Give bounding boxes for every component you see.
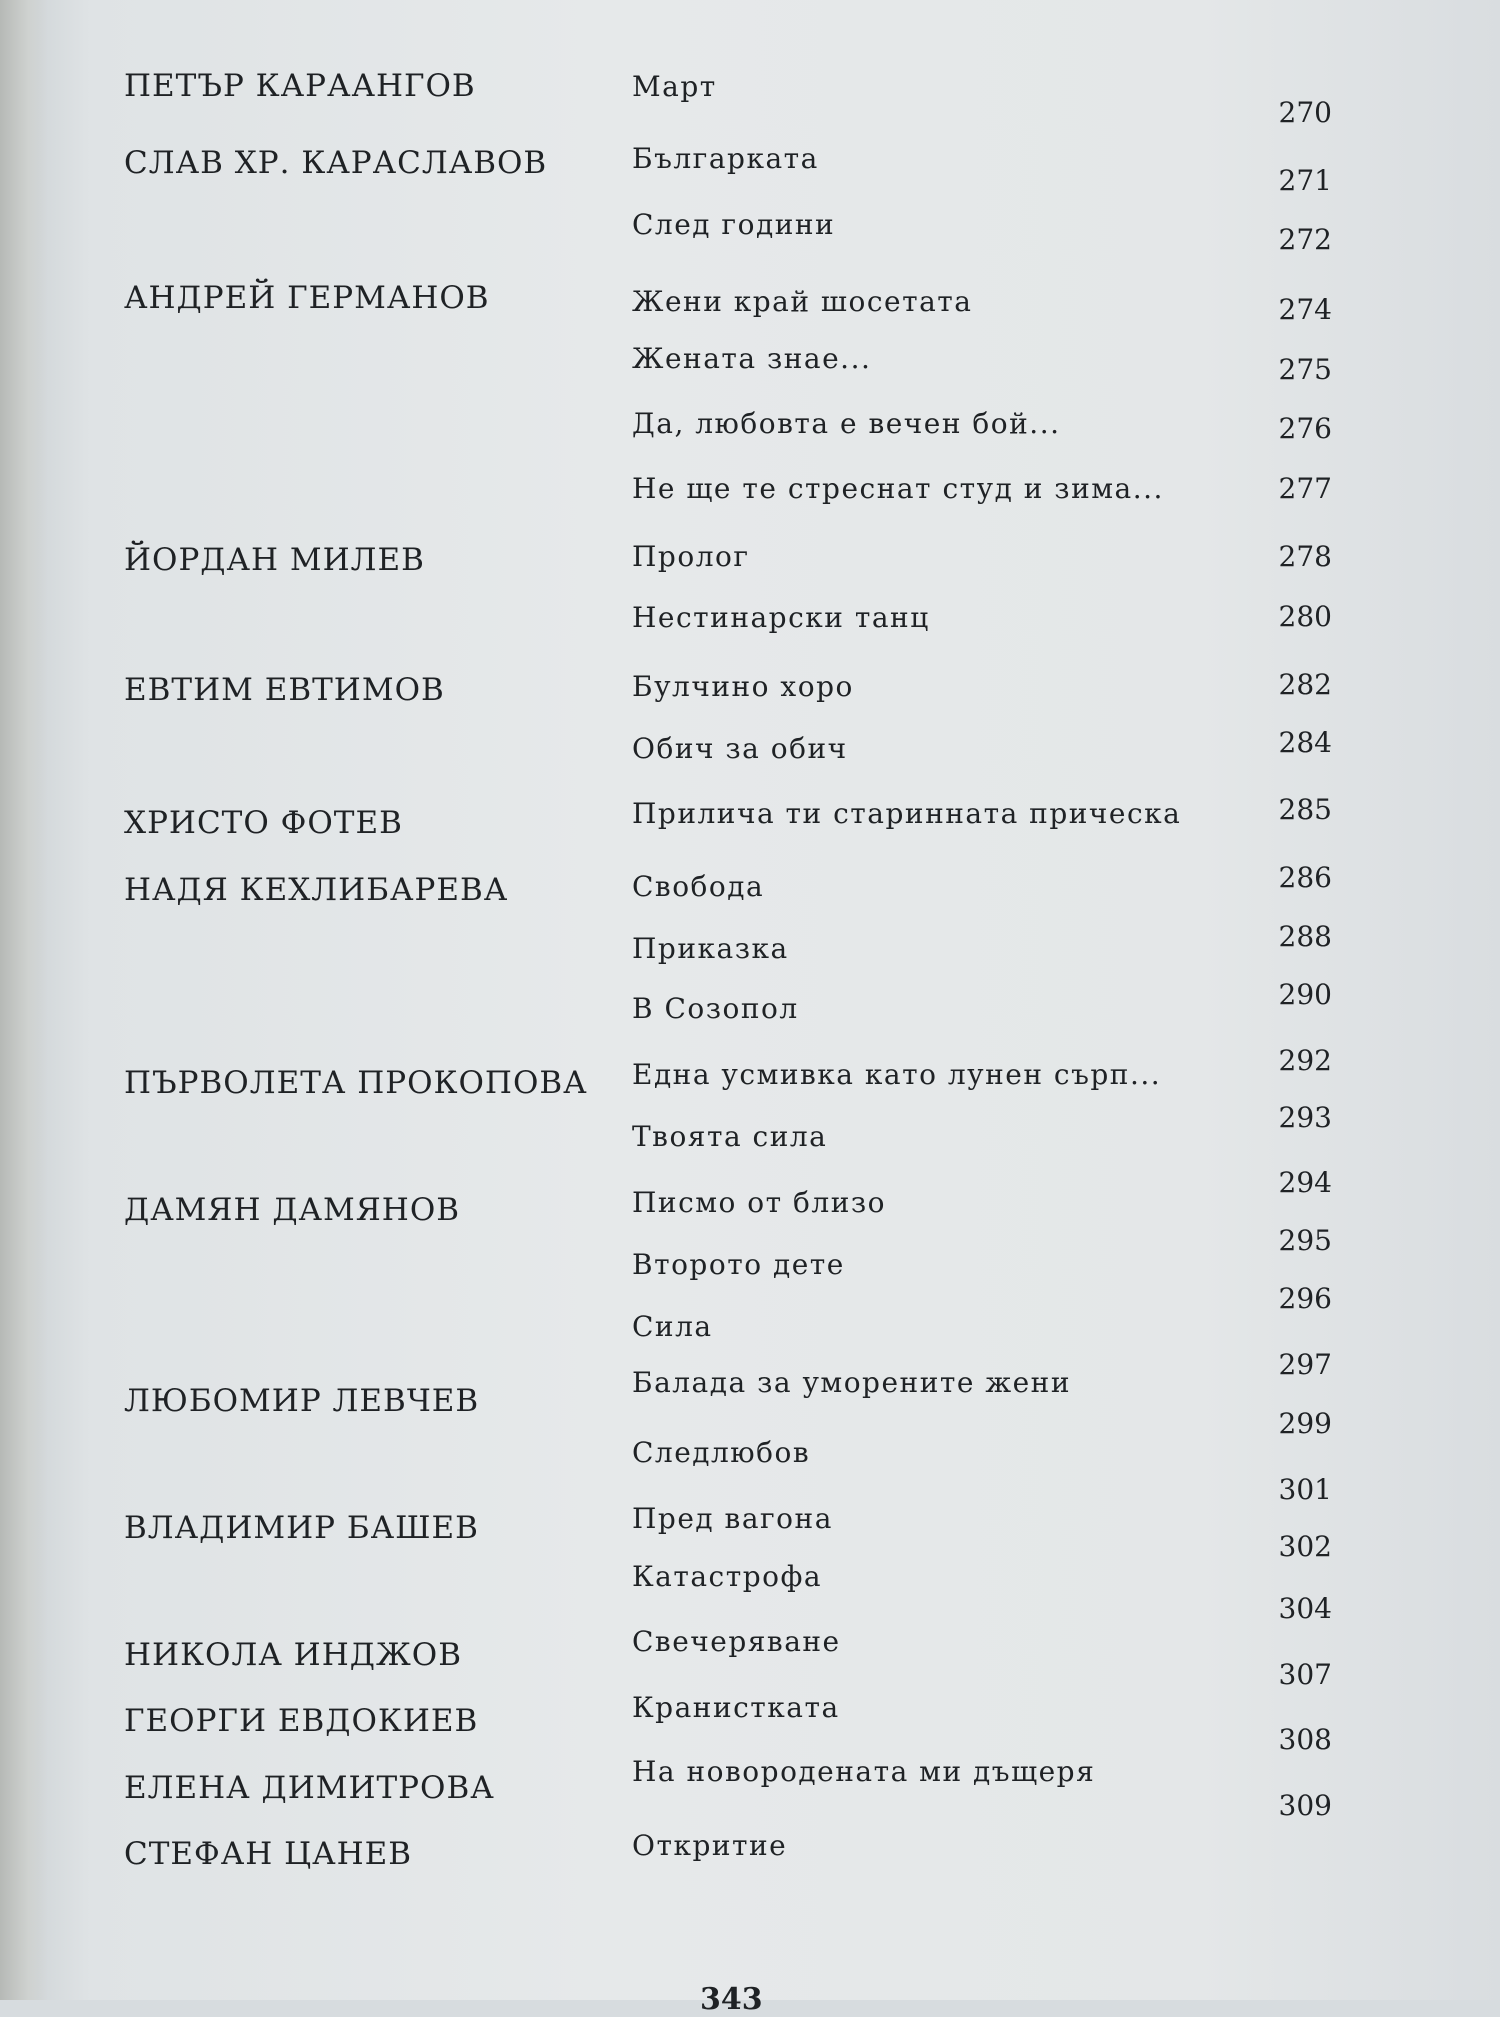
toc-page-number: 307 <box>1278 1658 1332 1691</box>
toc-title: Следлюбов <box>632 1436 811 1469</box>
toc-title: Март <box>632 70 717 103</box>
toc-page-number: 278 <box>1278 540 1332 573</box>
toc-title: Балада за уморените жени <box>632 1366 1071 1399</box>
toc-title: След години <box>632 208 836 241</box>
toc-author: ХРИСТО ФОТЕВ <box>124 805 403 841</box>
toc-title: На новородената ми дъщеря <box>632 1755 1096 1788</box>
toc-author: ПЪРВОЛЕТА ПРОКОПОВА <box>124 1065 588 1101</box>
toc-page-number: 274 <box>1278 293 1332 326</box>
toc-page-number: 297 <box>1278 1348 1332 1381</box>
toc-page-number: 290 <box>1278 978 1332 1011</box>
toc-author: ЕВТИМ ЕВТИМОВ <box>124 672 445 708</box>
toc-author: ЕЛЕНА ДИМИТРОВА <box>124 1770 495 1806</box>
toc-title: Свечеряване <box>632 1625 841 1658</box>
toc-title: Да, любовта е вечен бой... <box>632 407 1061 440</box>
toc-title: Свобода <box>632 870 765 903</box>
toc-page-number: 280 <box>1278 600 1332 633</box>
toc-title: Пред вагона <box>632 1502 833 1535</box>
toc-title: Твоята сила <box>632 1120 828 1153</box>
toc-title: Второто дете <box>632 1248 845 1281</box>
toc-page-number: 302 <box>1278 1530 1332 1563</box>
toc-page-number: 275 <box>1278 353 1332 386</box>
toc-author: ЛЮБОМИР ЛЕВЧЕВ <box>124 1383 480 1419</box>
toc-page-number: 286 <box>1278 861 1332 894</box>
toc-title: Не ще те стреснат студ и зима... <box>632 472 1164 505</box>
toc-author: ЙОРДАН МИЛЕВ <box>124 542 425 578</box>
toc-author: АНДРЕЙ ГЕРМАНОВ <box>124 280 490 316</box>
toc-page-number: 277 <box>1278 472 1332 505</box>
toc-title: Прилича ти старинната прическа <box>632 797 1182 830</box>
toc-title: Приказка <box>632 932 789 965</box>
toc-title: Жени край шосетата <box>632 285 973 318</box>
toc-author: ДАМЯН ДАМЯНОВ <box>124 1192 461 1228</box>
toc-page-number: 284 <box>1278 726 1332 759</box>
toc-author: НАДЯ КЕХЛИБАРЕВА <box>124 872 509 908</box>
toc-title: Писмо от близо <box>632 1186 886 1219</box>
toc-page-number: 270 <box>1278 96 1332 129</box>
toc-title: Сила <box>632 1310 713 1343</box>
toc-author: ВЛАДИМИР БАШЕВ <box>124 1510 479 1546</box>
toc-page-number: 288 <box>1278 920 1332 953</box>
toc-page-number: 271 <box>1278 164 1332 197</box>
toc-page-number: 301 <box>1278 1473 1332 1506</box>
toc-title: Булчино хоро <box>632 670 854 703</box>
toc-title: Българката <box>632 142 819 175</box>
toc-page-number: 292 <box>1278 1044 1332 1077</box>
toc-title: Кранистката <box>632 1691 840 1724</box>
toc-page-number: 308 <box>1278 1723 1332 1756</box>
toc-title: Пролог <box>632 540 750 573</box>
toc-title: Катастрофа <box>632 1560 823 1593</box>
toc-title: В Созопол <box>632 992 799 1025</box>
toc-page-number: 285 <box>1278 793 1332 826</box>
page-footer-number: 343 <box>700 1982 763 2017</box>
toc-author: СТЕФАН ЦАНЕВ <box>124 1836 413 1872</box>
toc-page-number: 276 <box>1278 412 1332 445</box>
toc-page-number: 309 <box>1278 1789 1332 1822</box>
toc-author: СЛАВ ХР. КАРАСЛАВОВ <box>124 145 548 181</box>
toc-page-number: 304 <box>1278 1592 1332 1625</box>
toc-page-number: 299 <box>1278 1407 1332 1440</box>
toc-page-number: 293 <box>1278 1101 1332 1134</box>
toc-page-number: 272 <box>1278 223 1332 256</box>
toc-page-number: 294 <box>1278 1166 1332 1199</box>
toc-title: Откритие <box>632 1829 788 1862</box>
toc-title: Нестинарски танц <box>632 601 930 634</box>
toc-title: Обич за обич <box>632 732 848 765</box>
toc-author: ПЕТЪР КАРААНГОВ <box>124 68 476 104</box>
toc-title: Една усмивка като лунен сърп... <box>632 1058 1162 1091</box>
toc-page-number: 296 <box>1278 1282 1332 1315</box>
toc-page-number: 282 <box>1278 668 1332 701</box>
toc-author: ГЕОРГИ ЕВДОКИЕВ <box>124 1703 479 1739</box>
toc-title: Жената знае... <box>632 342 872 375</box>
toc-author: НИКОЛА ИНДЖОВ <box>124 1637 462 1673</box>
toc-page-number: 295 <box>1278 1224 1332 1257</box>
